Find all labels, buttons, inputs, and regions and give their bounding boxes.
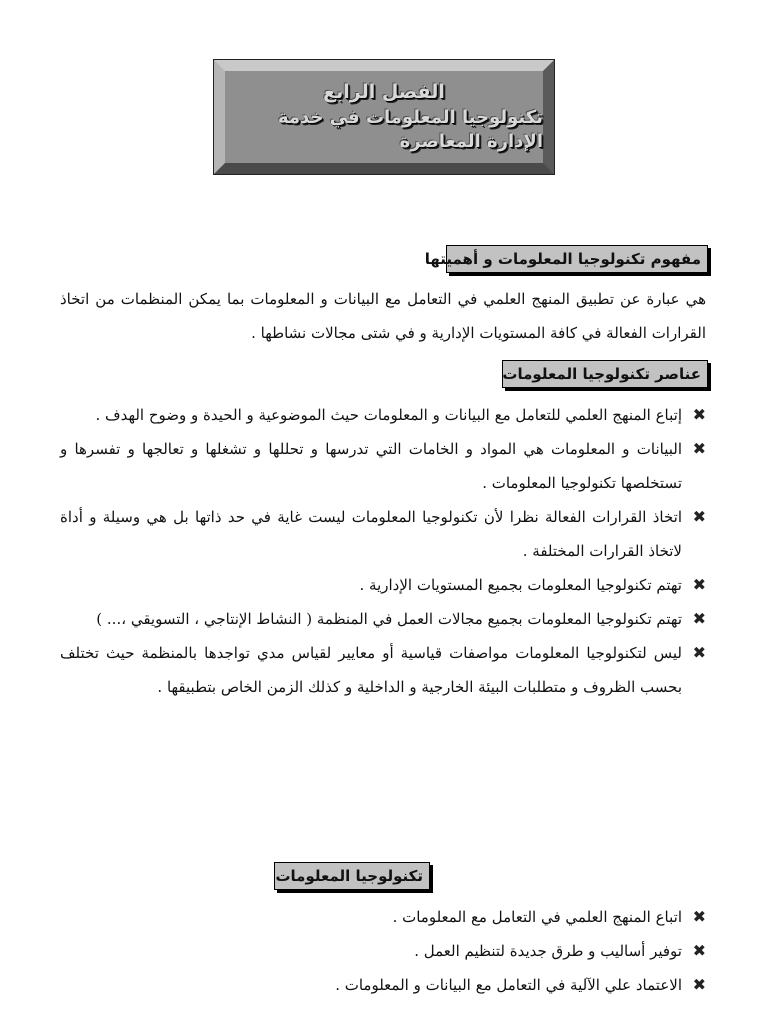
section-heading-concept: مفهوم تكنولوجيا المعلومات و أهميتها <box>446 245 708 273</box>
section-heading-it: تكنولوجيا المعلومات <box>274 862 430 890</box>
list-item: ✖ توفير أساليب و طرق جديدة لتنظيم العمل . <box>60 934 708 968</box>
section-heading-elements: عناصر تكنولوجيا المعلومات <box>502 360 708 388</box>
cross-bullet-icon: ✖ <box>692 439 706 458</box>
cross-bullet-icon: ✖ <box>692 609 706 628</box>
it-list <box>60 900 708 1002</box>
cross-bullet-icon: ✖ <box>692 507 706 526</box>
list-item: ✖ الاعتماد علي الآلية في التعامل مع البيانات و المعلومات . <box>60 968 708 1002</box>
list-item: ✖ تهتم تكنولوجيا المعلومات بجميع المستويات الإدارية . <box>60 568 708 602</box>
cross-bullet-icon: ✖ <box>692 975 706 994</box>
list-item: ✖ إتباع المنهج العلمي للتعامل مع البيانات و المعلومات حيث الموضوعية و الحيدة و وضوح الهدف . <box>60 398 708 432</box>
list-item: ✖ ليس لتكنولوجيا المعلومات مواصفات قياسية أو معايير لقياس مدي تواجدها بالمنظمة حيث تختلف بحسب الظروف و متطلبات البيئة الخارجية و الداخلية و كذلك الزمن الخاص بتطبيقها . <box>60 636 708 704</box>
cross-bullet-icon: ✖ <box>692 941 706 960</box>
cross-bullet-icon: ✖ <box>692 907 706 926</box>
list-item: ✖ البيانات و المعلومات هي المواد و الخامات التي تدرسها و تحللها و تشغلها و تعالجها و تفسرها و تستخلصها تكنولوجيا المعلومات . <box>60 432 708 500</box>
list-item: ✖ اتخاذ القرارات الفعالة نظرا لأن تكنولوجيا المعلومات ليست غاية في حد ذاتها بل هي وسيلة و أداة لاتخاذ القرارات المختلفة . <box>60 500 708 568</box>
cross-bullet-icon: ✖ <box>692 405 706 424</box>
cross-bullet-icon: ✖ <box>692 643 706 662</box>
cross-bullet-icon: ✖ <box>692 575 706 594</box>
chapter-title-box <box>214 60 554 174</box>
chapter-number: الفصل الرابع <box>323 80 445 103</box>
concept-paragraph: هي عبارة عن تطبيق المنهج العلمي في التعامل مع البيانات و المعلومات بما يمكن المنظمات من اتخاذ القرارات الفعالة في كافة المستويات الإدارية و في شتى مجالات نشاطها . <box>60 290 706 342</box>
elements-list <box>60 398 708 704</box>
list-item: ✖ اتباع المنهج العلمي في التعامل مع المعلومات . <box>60 900 708 934</box>
chapter-title: تكنولوجيا المعلومات في خدمة الإدارة المعاصرة <box>278 106 543 152</box>
list-item: ✖ تهتم تكنولوجيا المعلومات بجميع مجالات العمل في المنظمة ( النشاط الإنتاجي ، التسويقي ،... ) <box>60 602 708 636</box>
